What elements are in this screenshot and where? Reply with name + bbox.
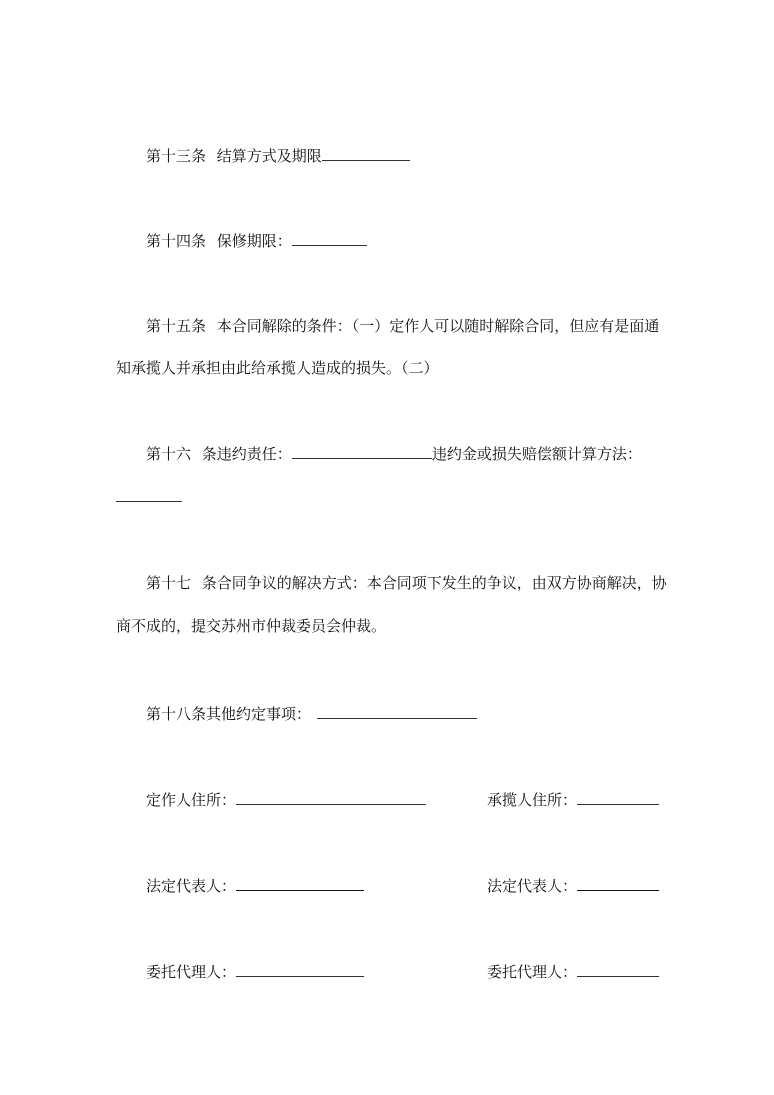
clause-13-label: 第十三条 bbox=[146, 147, 207, 165]
undertaker-agent bbox=[487, 962, 659, 982]
contractor-address bbox=[146, 790, 426, 810]
undertaker-address bbox=[487, 790, 659, 810]
undertaker-representative bbox=[487, 876, 659, 896]
clause-16 bbox=[146, 444, 642, 464]
clause-15-label: 第十五条 bbox=[146, 317, 207, 335]
clause-14-text: 保修期限： bbox=[216, 232, 292, 250]
contractor-address-label: 定作人住所： bbox=[146, 791, 237, 809]
clause-17-text-1: 条合同争议的解决方式：本合同项下发生的争议，由双方协商解决，协 bbox=[201, 574, 667, 592]
undertaker-address-blank[interactable] bbox=[577, 790, 659, 805]
undertaker-representative-label: 法定代表人： bbox=[487, 877, 578, 895]
undertaker-agent-label: 委托代理人： bbox=[487, 963, 578, 981]
clause-16-text-2: 违约金或损失赔偿额计算方法： bbox=[431, 445, 642, 463]
undertaker-agent-blank[interactable] bbox=[577, 962, 659, 977]
clause-17-label: 第十七 bbox=[146, 574, 192, 592]
clause-16-label: 第十六 bbox=[146, 445, 192, 463]
clause-16-line-2 bbox=[116, 487, 182, 507]
clause-14 bbox=[146, 231, 367, 251]
clause-16-text: 条违约责任： bbox=[201, 445, 292, 463]
undertaker-address-label: 承揽人住所： bbox=[487, 791, 578, 809]
clause-18-blank[interactable] bbox=[317, 704, 477, 719]
clause-17-line-1 bbox=[146, 573, 667, 593]
clause-15-text-1: 本合同解除的条件：（一）定作人可以随时解除合同，但应有是面通 bbox=[216, 317, 660, 335]
contractor-representative bbox=[146, 876, 364, 896]
clause-17-text-2: 商不成的，提交苏州市仲裁委员会仲裁。 bbox=[116, 617, 387, 635]
clause-16-blank-2[interactable] bbox=[116, 487, 182, 502]
clause-15-line-2 bbox=[116, 358, 439, 378]
clause-15-line-1 bbox=[146, 316, 659, 336]
clause-16-blank-1[interactable] bbox=[292, 444, 432, 459]
clause-14-label: 第十四条 bbox=[146, 232, 207, 250]
clause-13-blank[interactable] bbox=[322, 146, 410, 161]
contractor-address-blank[interactable] bbox=[236, 790, 426, 805]
clause-17-line-2 bbox=[116, 616, 386, 636]
contractor-agent bbox=[146, 962, 364, 982]
clause-14-blank[interactable] bbox=[292, 231, 367, 246]
clause-15-text-2: 知承揽人并承担由此给承揽人造成的损失。（二） bbox=[116, 359, 439, 377]
undertaker-representative-blank[interactable] bbox=[577, 876, 659, 891]
clause-18 bbox=[146, 704, 477, 724]
contractor-agent-label: 委托代理人： bbox=[146, 963, 237, 981]
contractor-representative-label: 法定代表人： bbox=[146, 877, 237, 895]
clause-13 bbox=[146, 146, 410, 166]
contractor-representative-blank[interactable] bbox=[236, 876, 364, 891]
clause-18-text: 第十八条其他约定事项： bbox=[146, 705, 312, 723]
clause-13-text: 结算方式及期限 bbox=[216, 147, 322, 165]
contractor-agent-blank[interactable] bbox=[236, 962, 364, 977]
